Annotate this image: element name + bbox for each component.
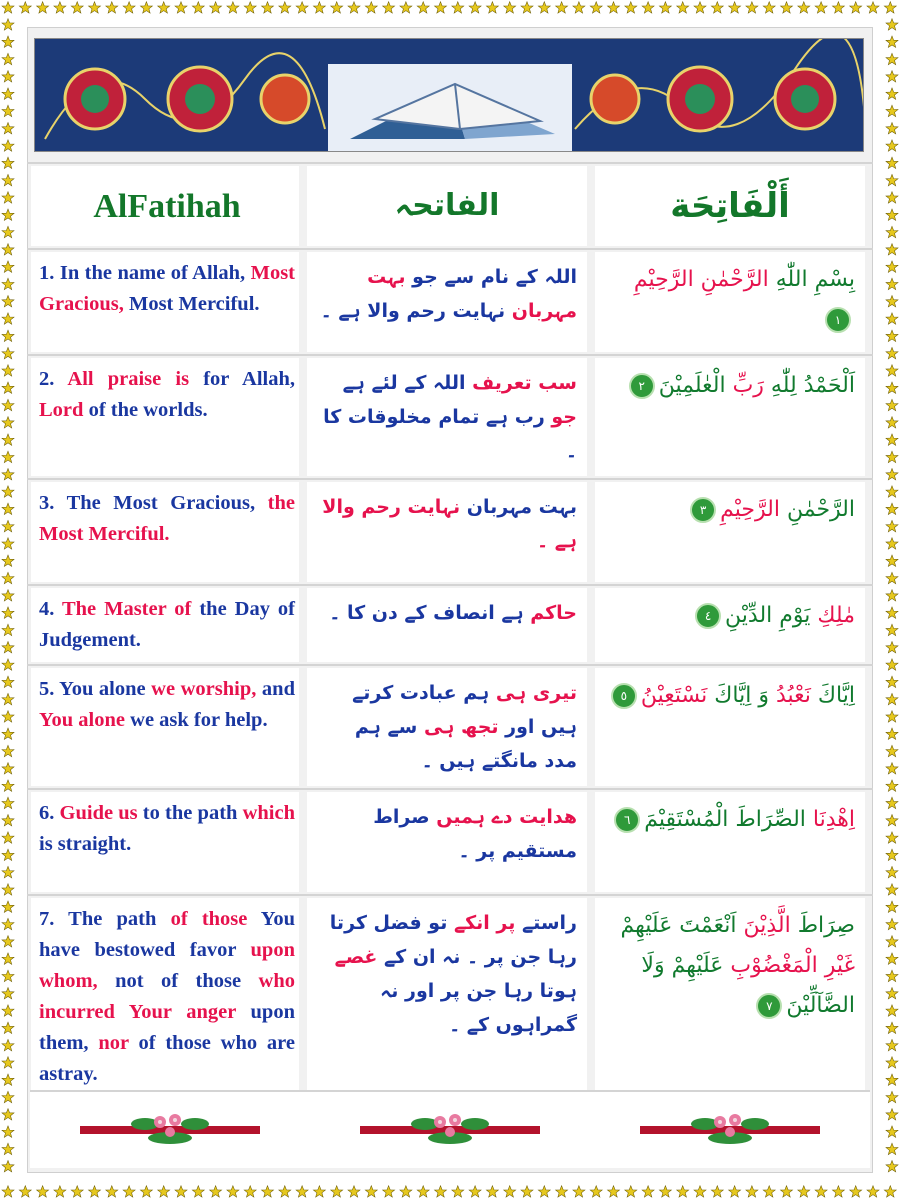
ur-text-segment: بہت مہربان: [367, 266, 577, 322]
ur-text-segment: غصے: [334, 946, 378, 968]
en-text-segment: 4.: [39, 598, 62, 620]
english-translation-cell: [31, 898, 299, 1118]
verse-row: [27, 354, 873, 478]
ur-text-segment: ھدایت دے ہمیں: [429, 806, 577, 828]
en-text-segment: of the worlds.: [83, 399, 208, 421]
ayah-number-badge: ٥: [611, 683, 637, 709]
ar-text-segment: رَبِّ: [732, 373, 764, 398]
ur-text-segment: سب تعریف: [472, 372, 577, 394]
ur-text-segment: صراط مستقیم پر ۔: [373, 806, 577, 862]
en-text-segment: Most Gracious,: [39, 262, 295, 315]
en-text-segment: 1. In the name of Allah,: [39, 262, 251, 284]
en-text-segment: the Day of Judgement.: [39, 598, 295, 651]
en-text-segment: nor: [98, 1032, 129, 1054]
english-translation-cell: [31, 668, 299, 786]
ar-text-segment: الرَّحْمٰنِ: [779, 497, 855, 522]
en-text-segment: who incurred Your anger: [39, 970, 295, 1023]
ar-text-segment: نَسْتَعِيْنُ: [640, 683, 708, 708]
ur-text-segment: ہے انصاف کے دن کا ۔: [329, 602, 531, 624]
ar-text-segment: اِيَّاكَ: [810, 683, 855, 708]
english-translation-cell: [31, 252, 299, 352]
ayah-number-badge: ٢: [629, 373, 655, 399]
verse-row: [27, 584, 873, 664]
floral-garland-1: [75, 1110, 265, 1150]
english-translation-cell: [31, 358, 299, 476]
en-text-segment: of those: [170, 908, 248, 930]
arabic-verse-cell: [595, 668, 865, 786]
english-header: AlFatihah: [93, 187, 241, 225]
ayah-number-badge: ٧: [756, 993, 782, 1019]
en-text-segment: we worship,: [151, 678, 257, 700]
urdu-translation-cell: [307, 668, 587, 786]
verse-row: [27, 894, 873, 1120]
ur-text-segment: سے ہم مدد مانگتے ہیں ۔: [354, 716, 577, 772]
arabic-verse-cell: [595, 358, 865, 476]
ar-text-segment: يَوْمِ الدِّيْنِ: [725, 603, 811, 628]
en-text-segment: You have bestowed favor: [39, 908, 295, 961]
en-text-segment: Lord: [39, 399, 84, 421]
urdu-translation-cell: [307, 792, 587, 892]
ar-text-segment: وَ اِيَّاكَ: [707, 683, 776, 708]
ur-text-segment: پر انکے: [453, 912, 516, 934]
ar-text-segment: بِسْمِ اللّٰهِ: [768, 267, 855, 292]
verse-row: [27, 788, 873, 894]
ur-text-segment: جو: [551, 406, 577, 428]
english-translation-cell: [31, 792, 299, 892]
ar-text-segment: نَعْبُدُ: [775, 683, 811, 708]
urdu-header-cell: [307, 166, 587, 246]
english-translation-cell: [31, 588, 299, 662]
floral-garland-2: [355, 1110, 545, 1150]
en-text-segment: for Allah,: [189, 368, 295, 390]
ur-text-segment: تجھ ہی: [424, 716, 499, 738]
ur-text-segment: بہت مہربان: [460, 496, 577, 518]
en-text-segment: Guide us: [59, 802, 138, 824]
en-text-segment: The Master of: [61, 598, 192, 620]
ayah-number-badge: ٤: [695, 603, 721, 629]
urdu-translation-cell: [307, 358, 587, 476]
ur-text-segment: تمام مخلوقات کا ۔: [323, 406, 577, 462]
urdu-translation-cell: [307, 252, 587, 352]
verse-row: [27, 478, 873, 584]
ar-text-segment: الْعٰلَمِيْنَ: [658, 373, 733, 398]
footer-decoration: [30, 1090, 870, 1168]
verse-row: [27, 248, 873, 354]
ar-text-segment: الَّذِيْنَ: [743, 913, 791, 938]
en-text-segment: 6.: [39, 802, 60, 824]
arabic-verse-cell: [595, 792, 865, 892]
en-text-segment: You alone: [39, 709, 126, 731]
en-text-segment: All praise is: [67, 368, 190, 390]
urdu-translation-cell: [307, 898, 587, 1118]
table-header-row: [27, 162, 873, 248]
en-text-segment: which: [242, 802, 295, 824]
urdu-translation-cell: [307, 482, 587, 582]
ar-text-segment: الرَّحِيْمِ: [720, 497, 780, 522]
ar-text-segment: عَلَيْهِمْ وَلَا الضَّآلِّيْنَ: [641, 953, 855, 1018]
en-text-segment: the Most Merciful.: [39, 492, 295, 545]
en-text-segment: to the path: [137, 802, 243, 824]
header-banner: [34, 38, 864, 152]
en-text-segment: is straight.: [39, 833, 132, 855]
ar-text-segment: اِهْدِنَا: [805, 807, 855, 832]
ur-text-segment: ہم عبادت کرتے ہیں اور: [352, 682, 577, 738]
en-text-segment: 7. The path: [39, 908, 171, 930]
arabic-header-cell: [595, 166, 865, 246]
ar-text-segment: غَيْرِ الْمَغْضُوْبِ: [730, 953, 855, 978]
ur-text-segment: راستے: [515, 912, 577, 934]
urdu-translation-cell: [307, 588, 587, 662]
arabic-verse-cell: [595, 898, 865, 1118]
en-text-segment: of those who are astray.: [39, 1032, 295, 1085]
ur-text-segment: حاکم: [530, 602, 577, 624]
ur-text-segment: تیری ہی: [495, 682, 577, 704]
ur-text-segment: اللہ کے نام سے: [437, 266, 577, 288]
ur-text-segment: نہایت رحم والا ہے ۔: [320, 300, 512, 322]
en-text-segment: 5. You alone: [39, 678, 152, 700]
en-text-segment: 3. The Most Gracious,: [39, 492, 268, 514]
arabic-verse-cell: [595, 252, 865, 352]
english-translation-cell: [31, 482, 299, 582]
ur-text-segment: جو: [405, 266, 438, 288]
ur-text-segment: اللہ کے لئے ہے: [342, 372, 473, 394]
ur-text-segment: رب ہے: [479, 406, 552, 428]
ar-text-segment: اَلْحَمْدُ لِلّٰهِ: [763, 373, 855, 398]
ar-text-segment: صِرَاطَ: [790, 913, 855, 938]
arabic-header: أَلْفَاتِحَة: [670, 186, 790, 226]
en-text-segment: Most Merciful.: [123, 293, 260, 315]
ar-text-segment: اَنْعَمْتَ عَلَيْهِمْ: [620, 913, 744, 938]
english-header-cell: [31, 166, 299, 246]
ur-text-segment: ہوتا رہا جن پر اور نہ گمراہوں کے ۔: [380, 980, 577, 1036]
ur-text-segment: تو فضل کرتا رہا جن پر ۔ نہ ان کے: [329, 912, 577, 968]
ayah-number-badge: ١: [825, 307, 851, 333]
arabic-verse-cell: [595, 482, 865, 582]
ar-text-segment: الصِّرَاطَ الْمُسْتَقِيْمَ: [644, 807, 806, 832]
en-text-segment: upon them,: [39, 1001, 295, 1054]
ayah-number-badge: ٦: [614, 807, 640, 833]
verse-row: [27, 664, 873, 788]
urdu-header: الفاتحہ: [394, 188, 500, 223]
ur-text-segment: نہایت رحم والا ہے ۔: [322, 496, 577, 552]
en-text-segment: not of those: [97, 970, 259, 992]
arabic-verse-cell: [595, 588, 865, 662]
ar-text-segment: مٰلِكِ: [810, 603, 855, 628]
ayah-number-badge: ٣: [690, 497, 716, 523]
ar-text-segment: الرَّحْمٰنِ الرَّحِيْمِ: [633, 267, 769, 292]
floral-garland-3: [635, 1110, 825, 1150]
en-text-segment: we ask for help.: [125, 709, 268, 731]
en-text-segment: and: [256, 678, 295, 700]
en-text-segment: upon whom,: [39, 939, 295, 992]
en-text-segment: 2.: [39, 368, 68, 390]
surah-table: [27, 162, 873, 1120]
